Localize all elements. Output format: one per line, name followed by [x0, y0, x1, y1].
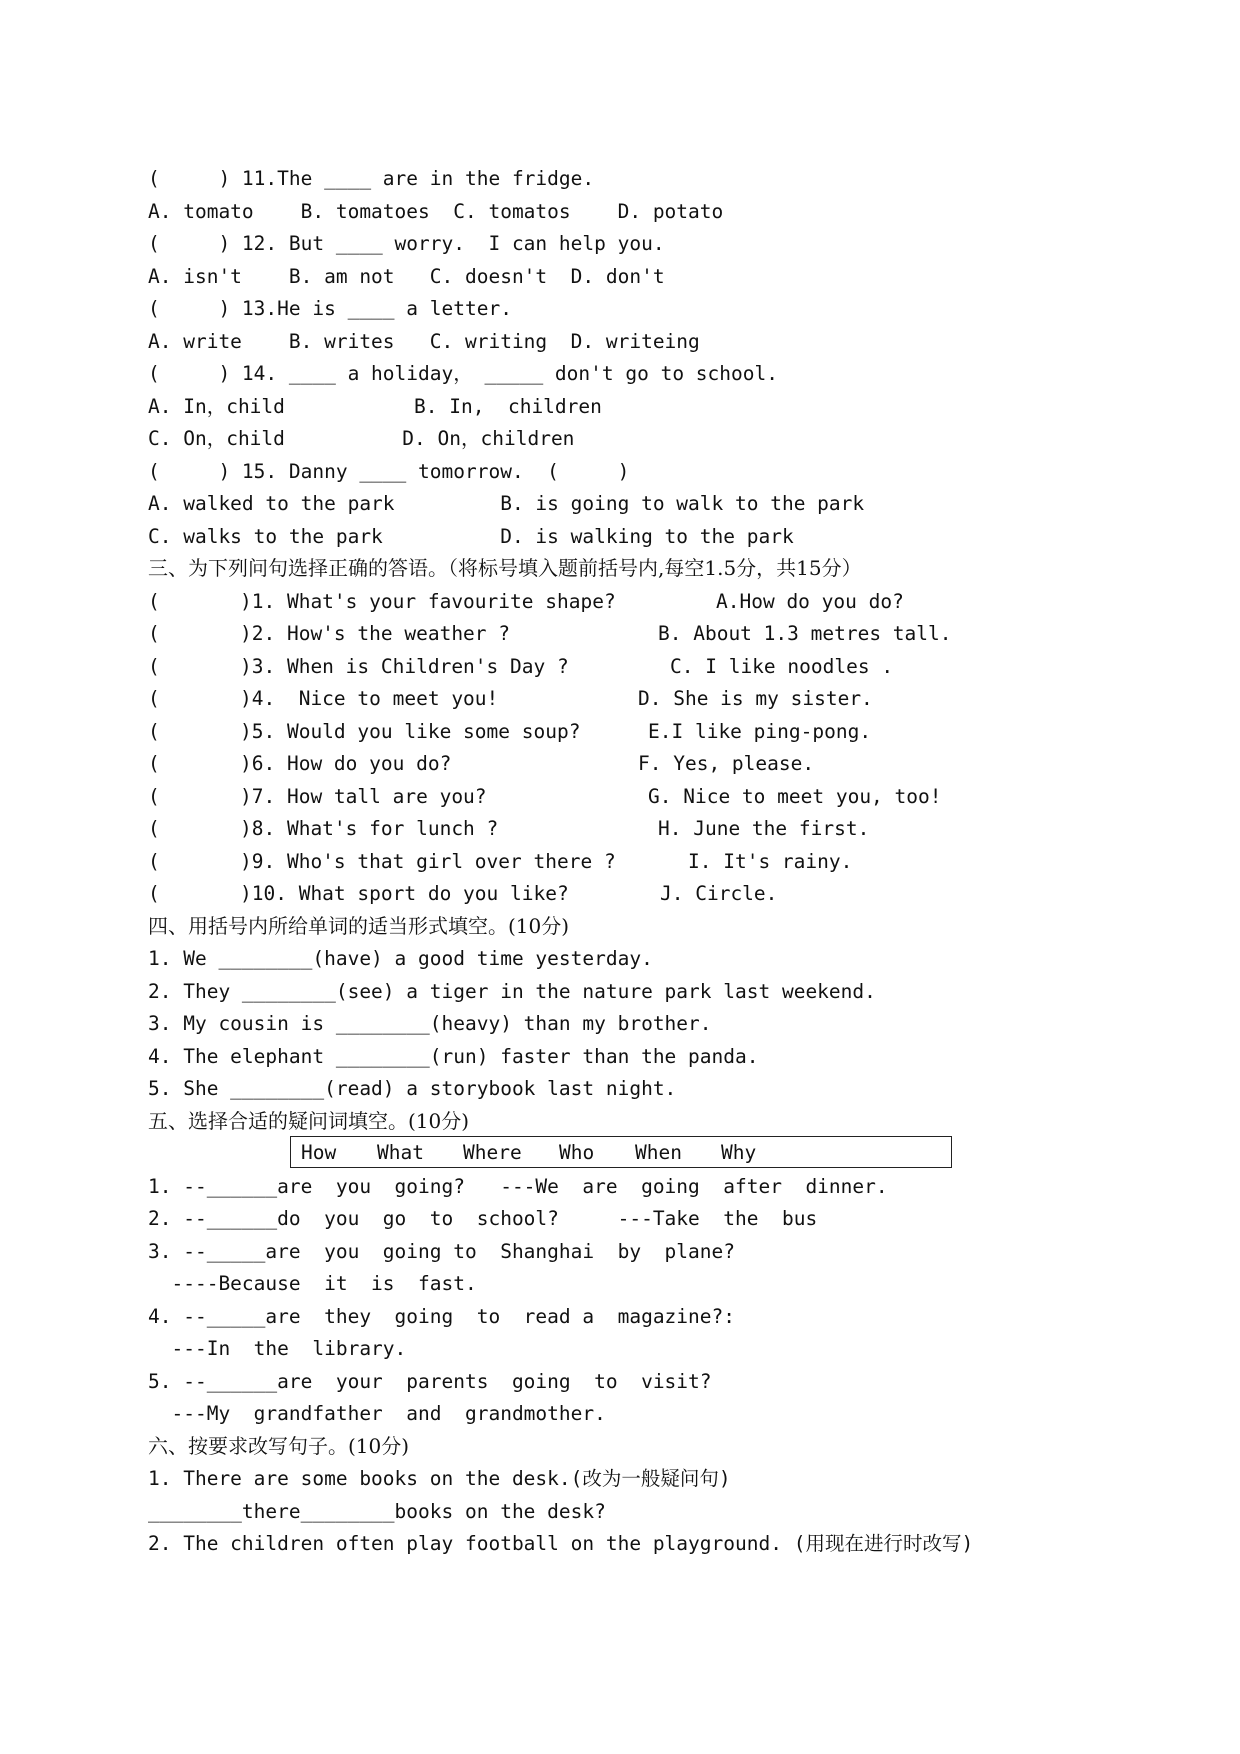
fill-blank-item: 4. The elephant ________(run) faster than the panda. [148, 1044, 759, 1068]
matching-answer: J. Circle. [660, 882, 778, 905]
fill-blank-item: 2. They ________(see) a tiger in the nature park last weekend. [148, 979, 876, 1003]
matching-question: )1. What's your favourite shape? [240, 589, 616, 613]
fill-blank-item: 5. She ________(read) a storybook last night. [148, 1077, 677, 1100]
matching-question: )4. Nice to meet you! [240, 687, 499, 710]
question-14-stem: ( ) 14. ____ a holiday， _____ don't go to school. [148, 362, 778, 385]
matching-row [148, 780, 1148, 813]
answer-bracket: ( [148, 622, 160, 645]
matching-answer: C. I like noodles . [670, 654, 894, 678]
fill-blank-item: 3. My cousin is ________(heavy) than my brother. [148, 1012, 712, 1035]
matching-question: )10. What sport do you like? [240, 882, 569, 905]
matching-row [148, 715, 1148, 748]
answer-bracket: ( [148, 882, 160, 905]
section-5-heading: 五、选择合适的疑问词填空。(10分) [148, 1108, 470, 1133]
question-13-stem: ( ) 13.He is ____ a letter. [148, 297, 512, 320]
question-12-options: A. isn't B. am not C. doesn't D. don't [148, 264, 665, 288]
question-11-stem: ( ) 11.The ____ are in the fridge. [148, 167, 595, 190]
section-6-heading: 六、按要求改写句子。(10分) [148, 1433, 410, 1458]
matching-answer: A.How do you do? [716, 589, 904, 613]
question-word-item: 2. --______do you go to school? ---Take the bus [148, 1207, 818, 1230]
question-word-answer: ----Because it is fast. [148, 1272, 477, 1295]
answer-bracket: ( [148, 817, 160, 840]
answer-bracket: ( [148, 752, 160, 775]
rewrite-item: 2. The children often play football on the playground. (用现在进行时改写) [148, 1532, 974, 1555]
section-3-heading: 三、为下列问句选择正确的答语。（将标号填入题前括号内,每空1.5分，共15分） [148, 556, 862, 580]
answer-bracket: ( [148, 654, 160, 678]
question-15-stem: ( ) 15. Danny ____ tomorrow. ( ) [148, 459, 630, 483]
matching-row [148, 877, 1148, 910]
matching-answer: D. She is my sister. [638, 687, 873, 710]
question-word-item: 5. --______are your parents going to visit? [148, 1369, 712, 1393]
question-14-options-ab: A. In，child B. In, children [148, 394, 602, 418]
matching-row [148, 682, 1148, 715]
matching-question: )7. How tall are you? [240, 784, 487, 808]
worksheet-content [148, 162, 1148, 1560]
matching-row [148, 845, 1148, 878]
rewrite-answer-line: ________there________books on the desk? [148, 1499, 606, 1523]
word-box-item: When [635, 1141, 682, 1164]
question-word-item: 3. --_____are you going to Shanghai by plane? [148, 1239, 735, 1263]
matching-answer: H. June the first. [658, 817, 870, 840]
matching-question: )2. How's the weather ? [240, 622, 511, 645]
matching-row [148, 747, 1148, 780]
word-box-line [148, 1137, 1148, 1170]
question-15-options-cd: C. walks to the park D. is walking to the park [148, 524, 794, 548]
answer-bracket: ( [148, 589, 160, 613]
matching-question: )6. How do you do? [240, 752, 452, 775]
matching-question: )3. When is Children's Day ? [240, 654, 569, 678]
matching-question: )9. Who's that girl over there ? [240, 849, 616, 873]
question-13-options: A. write B. writes C. writing D. writeing [148, 329, 700, 353]
question-14-options-cd: C. On，child D. On，children [148, 427, 575, 450]
matching-row [148, 812, 1148, 845]
question-word-answer: ---My grandfather and grandmother. [148, 1402, 606, 1425]
answer-bracket: ( [148, 784, 160, 808]
matching-question: )8. What's for lunch ? [240, 817, 499, 840]
matching-answer: E.I like ping-pong. [648, 719, 872, 743]
question-word-answer: ---In the library. [148, 1337, 407, 1360]
question-12-stem: ( ) 12. But ____ worry. I can help you. [148, 232, 665, 255]
word-box-item: Who [559, 1141, 595, 1164]
matching-row [148, 650, 1148, 683]
matching-answer: I. It's rainy. [688, 849, 853, 873]
matching-answer: F. Yes, please. [638, 752, 815, 775]
answer-bracket: ( [148, 687, 160, 710]
word-box [290, 1136, 952, 1168]
question-word-item: 1. --______are you going? ---We are going after dinner. [148, 1174, 888, 1198]
matching-row [148, 617, 1148, 650]
matching-row [148, 585, 1148, 618]
fill-blank-item: 1. We ________(have) a good time yesterday. [148, 947, 653, 970]
word-box-item: Where [463, 1141, 522, 1164]
word-box-item: How [301, 1141, 337, 1164]
word-box-item: What [377, 1141, 424, 1164]
answer-bracket: ( [148, 849, 160, 873]
question-15-options-ab: A. walked to the park B. is going to walk to the park [148, 492, 865, 515]
section-4-heading: 四、用括号内所给单词的适当形式填空。(10分) [148, 913, 570, 938]
word-box-item: Why [721, 1141, 757, 1164]
rewrite-item: 1. There are some books on the desk.(改为一般疑问句) [148, 1467, 731, 1490]
matching-question: )5. Would you like some soup? [240, 719, 581, 743]
question-11-options: A. tomato B. tomatoes C. tomatos D. potato [148, 199, 724, 223]
answer-bracket: ( [148, 719, 160, 743]
question-word-item: 4. --_____are they going to read a magazine?: [148, 1304, 735, 1328]
matching-answer: G. Nice to meet you, too! [648, 784, 942, 808]
matching-answer: B. About 1.3 metres tall. [658, 622, 952, 645]
